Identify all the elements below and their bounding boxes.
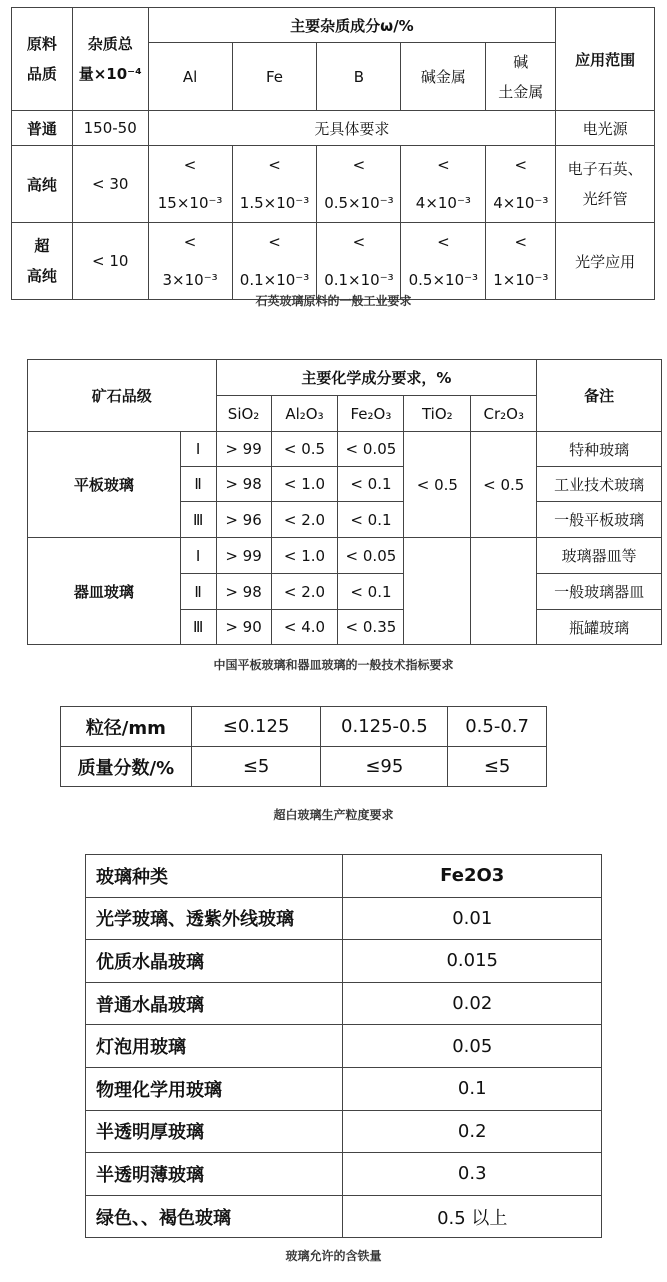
header-al2o3: Al₂O₃ (271, 396, 338, 432)
level: Ⅱ (180, 467, 216, 502)
iron-content-table (85, 854, 602, 1238)
header-alkali-metal: 碱金属 (401, 43, 486, 111)
cell-value: < 0.5×10⁻³ (401, 223, 486, 300)
header-main-chemical: 主要化学成分要求，% (216, 360, 537, 396)
cell-value: < 0.1 (338, 467, 404, 502)
total-high-purity: < 30 (72, 146, 148, 223)
fe2o3-value: 0.2 (343, 1110, 602, 1153)
level: Ⅰ (180, 538, 216, 574)
group-flat-glass: 平板玻璃 (28, 432, 181, 538)
glass-type: 优质水晶玻璃 (86, 940, 343, 983)
note: 一般平板玻璃 (537, 502, 662, 538)
cell-value: > 96 (216, 502, 271, 538)
cell-value: < 2.0 (271, 574, 338, 610)
level: Ⅱ (180, 574, 216, 610)
cell-value: > 99 (216, 432, 271, 467)
cell-value: < 4×10⁻³ (401, 146, 486, 223)
note: 工业技术玻璃 (537, 467, 662, 502)
fe2o3-value: 0.015 (343, 940, 602, 983)
cell-value: ≤0.125 (191, 707, 321, 747)
header-ore-grade: 矿石品级 (28, 360, 217, 432)
cell-value: < 0.5 (271, 432, 338, 467)
cell-value: < 0.5×10⁻³ (317, 146, 401, 223)
total-ultra-high-purity: < 10 (72, 223, 148, 300)
level: Ⅲ (180, 502, 216, 538)
glass-type: 半透明薄玻璃 (86, 1153, 343, 1196)
level: Ⅰ (180, 432, 216, 467)
header-al: Al (148, 43, 232, 111)
caption-glass-ore: 中国平板玻璃和器皿玻璃的一般技术指标要求 (213, 658, 454, 672)
cell-value: ≤5 (448, 747, 547, 787)
cell-value: > 99 (216, 538, 271, 574)
note: 一般玻璃器皿 (537, 574, 662, 610)
note: 特种玻璃 (537, 432, 662, 467)
particle-size-table (60, 706, 547, 787)
grade-ultra-high-purity: 超 高纯 (12, 223, 73, 300)
cell-value: < 3×10⁻³ (148, 223, 232, 300)
header-tio2: TiO₂ (404, 396, 471, 432)
glass-type: 光学玻璃、透紫外线玻璃 (86, 897, 343, 940)
fe2o3-value: 0.01 (343, 897, 602, 940)
note: 瓶罐玻璃 (537, 610, 662, 645)
total-ordinary: 150-50 (72, 111, 148, 146)
cell-value: < 0.35 (338, 610, 404, 645)
glass-type: 物理化学用玻璃 (86, 1067, 343, 1110)
group-vessel-glass: 器皿玻璃 (28, 538, 181, 645)
cell-value: < 15×10⁻³ (148, 146, 232, 223)
cr2o3-empty (471, 538, 537, 645)
glass-type: 普通水晶玻璃 (86, 982, 343, 1025)
glass-ore-table (27, 359, 662, 645)
app-ultra-high-purity: 光学应用 (556, 223, 655, 300)
cell-value: < 4×10⁻³ (486, 146, 556, 223)
cell-value: < 0.05 (338, 432, 404, 467)
app-ordinary: 电光源 (556, 111, 655, 146)
cell-value: < 4.0 (271, 610, 338, 645)
cell-value: ≤5 (191, 747, 321, 787)
cell-value: ≤95 (321, 747, 448, 787)
tio2-value: < 0.5 (404, 432, 471, 538)
caption-iron-content: 玻璃允许的含铁量 (285, 1249, 382, 1263)
label-mass-fraction: 质量分数/% (61, 747, 192, 787)
cell-value: < 0.1×10⁻³ (317, 223, 401, 300)
quartz-raw-material-table (11, 7, 655, 300)
caption-quartz: 石英玻璃原料的一般工业要求 (255, 294, 412, 308)
cell-value: < 0.1 (338, 502, 404, 538)
app-high-purity: 电子石英、 光纤管 (556, 146, 655, 223)
header-fe2o3: Fe2O3 (343, 855, 602, 898)
cell-value: > 98 (216, 574, 271, 610)
cell-value: 0.125-0.5 (321, 707, 448, 747)
header-fe2o3: Fe₂O₃ (338, 396, 404, 432)
level: Ⅲ (180, 610, 216, 645)
cell-value: < 2.0 (271, 502, 338, 538)
glass-type: 灯泡用玻璃 (86, 1025, 343, 1068)
cell-value: < 1.0 (271, 467, 338, 502)
cell-value: < 1.5×10⁻³ (232, 146, 317, 223)
header-note: 备注 (537, 360, 662, 432)
label-particle-size: 粒径/mm (61, 707, 192, 747)
header-glass-type: 玻璃种类 (86, 855, 343, 898)
cell-value: 0.5-0.7 (448, 707, 547, 747)
header-cr2o3: Cr₂O₃ (471, 396, 537, 432)
fe2o3-value: 0.05 (343, 1025, 602, 1068)
header-fe: Fe (232, 43, 317, 111)
header-main-impurity: 主要杂质成分ω/% (148, 8, 556, 43)
no-requirement: 无具体要求 (148, 111, 556, 146)
fe2o3-value: 0.1 (343, 1067, 602, 1110)
glass-type: 绿色、、褐色玻璃 (86, 1195, 343, 1238)
cell-value: < 0.05 (338, 538, 404, 574)
header-application: 应用范围 (556, 8, 655, 111)
cell-value: < 1×10⁻³ (486, 223, 556, 300)
fe2o3-value: 0.02 (343, 982, 602, 1025)
cell-value: < 1.0 (271, 538, 338, 574)
header-total-impurity: 杂质总 量×10⁻⁴ (72, 8, 148, 111)
cell-value: > 90 (216, 610, 271, 645)
caption-particle-size: 超白玻璃生产粒度要求 (273, 808, 394, 822)
tio2-empty (404, 538, 471, 645)
grade-high-purity: 高纯 (12, 146, 73, 223)
header-alkaline-earth: 碱 土金属 (486, 43, 556, 111)
grade-ordinary: 普通 (12, 111, 73, 146)
note: 玻璃器皿等 (537, 538, 662, 574)
cell-value: > 98 (216, 467, 271, 502)
fe2o3-value: 0.3 (343, 1153, 602, 1196)
header-sio2: SiO₂ (216, 396, 271, 432)
glass-type: 半透明厚玻璃 (86, 1110, 343, 1153)
header-b: B (317, 43, 401, 111)
fe2o3-value: 0.5 以上 (343, 1195, 602, 1238)
cell-value: < 0.1 (338, 574, 404, 610)
cr2o3-value: < 0.5 (471, 432, 537, 538)
cell-value: < 0.1×10⁻³ (232, 223, 317, 300)
header-material-grade: 原料 品质 (12, 8, 73, 111)
